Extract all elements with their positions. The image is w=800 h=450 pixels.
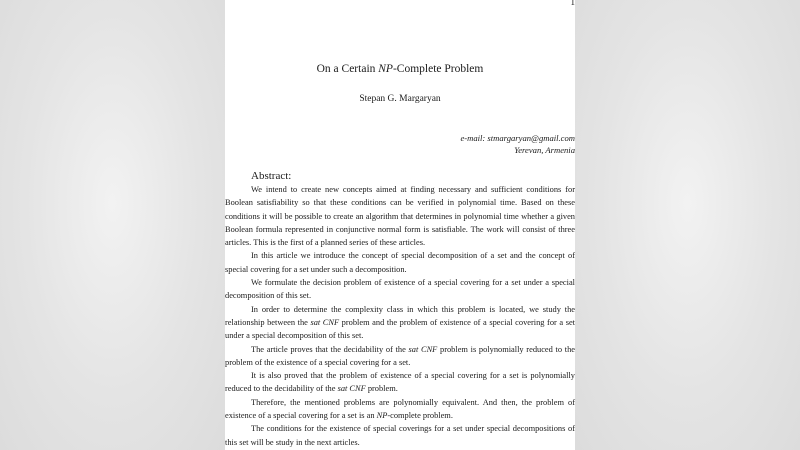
abstract-paragraph-8: The conditions for the existence of special coverings for a set under special decompositions of this set will be study in the next articles. xyxy=(225,424,575,447)
p5-text-a: The article proves that the decidability of the xyxy=(251,344,409,354)
abstract-body xyxy=(225,183,575,449)
abstract-paragraph-7 xyxy=(225,396,575,423)
p6-sat-cnf: sat CNF xyxy=(337,384,366,394)
background-right xyxy=(575,0,800,450)
abstract-heading: Abstract: xyxy=(251,170,292,182)
p6-text-a: It is also proved that the problem of existence of a special covering for a set is polynomially reduced to the decidability of the xyxy=(225,371,575,394)
p4-text-c: problem and the problem of existence of a special covering for a set under a special decomposition of this set. xyxy=(225,317,576,341)
paper-title xyxy=(225,63,575,75)
abstract-paragraph-4 xyxy=(225,303,575,343)
document-page xyxy=(225,0,575,450)
page-number: 1 xyxy=(570,0,575,7)
p5-sat-cnf: sat CNF xyxy=(408,344,438,354)
title-prefix: On a Certain xyxy=(316,63,379,75)
author-name: Stepan G. Margaryan xyxy=(359,94,441,104)
abstract-paragraph-5 xyxy=(225,343,575,370)
abstract-paragraph-6 xyxy=(225,369,575,396)
author-location: Yerevan, Armenia xyxy=(514,145,575,155)
p5-text-c: problem is polynomially reduced to the problem of the existence of a special covering for a set. xyxy=(225,344,575,367)
title-suffix: -Complete Problem xyxy=(392,63,484,75)
author-email: e-mail: stmargaryan@gmail.com xyxy=(460,133,575,143)
p6-text-c: problem. xyxy=(365,384,398,394)
p7-text-c: -complete problem. xyxy=(387,411,453,421)
p4-sat-cnf: sat CNF xyxy=(310,317,340,327)
background-left xyxy=(0,0,225,450)
abstract-paragraph-3: We formulate the decision problem of existence of a special covering for a set under a special decomposition of this set. xyxy=(225,278,575,301)
abstract-paragraph-2: In this article we introduce the concept of special decomposition of a set and the concept of special covering for a set under such a decomposition. xyxy=(225,251,575,274)
p7-text-a: Therefore, the mentioned problems are polynomially equivalent. And then, the problem of existence of a special covering for a set is an xyxy=(225,397,575,421)
title-np: NP xyxy=(378,63,393,75)
p7-np: NP xyxy=(376,411,388,421)
abstract-paragraph-1: We intend to create new concepts aimed at finding necessary and sufficient conditions for Boolean satisfiability so that these conditions can be verified in polynomial time. Based on these conditions it will be possible to create an algorithm that determines in polynomial time whether a given Boolean formula represented in conjunctive normal form is satisfiable. The work will consist of three articles. This is the first of a planned series of these articles. xyxy=(225,185,575,248)
p4-text-a: In order to determine the complexity class in which this problem is located, we study the relationship between the xyxy=(225,304,575,327)
